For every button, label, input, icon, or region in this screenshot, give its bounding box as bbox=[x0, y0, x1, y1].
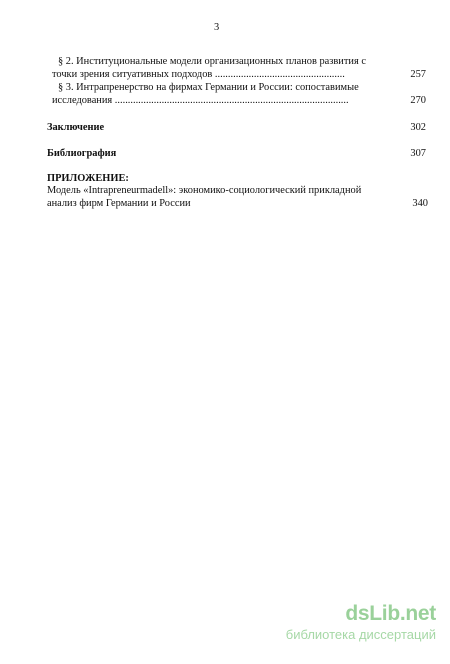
watermark-subtitle: библиотека диссертаций bbox=[285, 627, 436, 642]
page-number: 3 bbox=[214, 22, 220, 33]
watermark-logo: dsLib.net bbox=[345, 602, 436, 625]
toc-section-2-page: 257 bbox=[410, 69, 426, 80]
toc-section-2-line-1: § 2. Институциональные модели организационных планов развития с bbox=[58, 56, 366, 67]
toc-bibliography-page: 307 bbox=[410, 148, 426, 159]
toc-appendix-line-1: Модель «Intrapreneurmadell»: экономико-социологический прикладной bbox=[47, 185, 362, 196]
toc-section-2-line-2: точки зрения ситуативных подходов .................................................. bbox=[52, 69, 345, 80]
toc-bibliography-title: Библиография bbox=[47, 148, 117, 159]
watermark bbox=[286, 603, 436, 642]
toc-appendix-page: 340 bbox=[412, 198, 428, 209]
toc-conclusion-page: 302 bbox=[410, 122, 426, 133]
toc-appendix-heading: ПРИЛОЖЕНИЕ: bbox=[47, 173, 129, 184]
toc-section-3-line-1: § 3. Интрапренерство на фирмах Германии и России: сопоставимые bbox=[58, 82, 359, 93]
toc-appendix-line-2: анализ фирм Германии и России bbox=[47, 198, 191, 209]
toc-section-3-page: 270 bbox=[410, 95, 426, 106]
toc-section-3-line-2: исследования .......................................................................................... bbox=[52, 95, 349, 106]
toc-conclusion-title: Заключение bbox=[47, 122, 105, 133]
